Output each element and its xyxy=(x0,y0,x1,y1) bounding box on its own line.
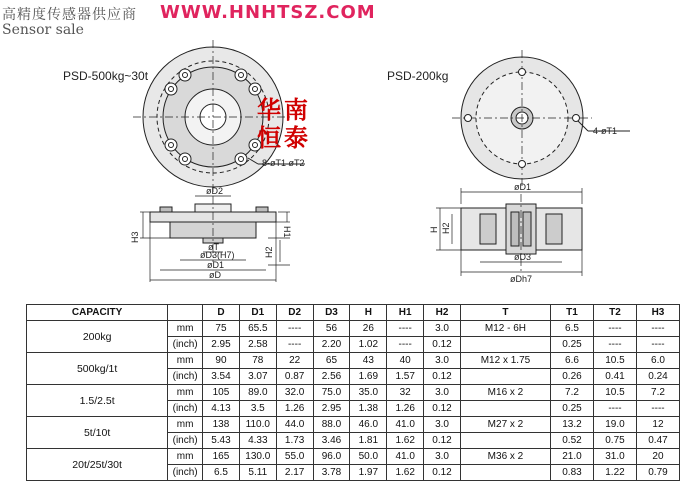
value-cell: 32 xyxy=(387,385,424,401)
value-cell: 43 xyxy=(350,353,387,369)
value-cell: 0.12 xyxy=(424,401,461,417)
value-cell: ---- xyxy=(636,321,679,337)
value-cell: 2.95 xyxy=(203,337,240,353)
unit-cell: mm xyxy=(168,417,203,433)
value-cell: ---- xyxy=(636,401,679,417)
value-cell: 1.57 xyxy=(387,369,424,385)
table-row xyxy=(27,449,680,465)
value-cell: 3.0 xyxy=(424,385,461,401)
watermark-char-1: 华 xyxy=(257,95,281,124)
value-cell: 0.25 xyxy=(551,337,594,353)
value-cell: M36 x 2 xyxy=(460,449,550,465)
value-cell: M16 x 2 xyxy=(460,385,550,401)
value-cell: 6.6 xyxy=(551,353,594,369)
value-cell: ---- xyxy=(276,321,313,337)
header-h: H xyxy=(350,305,387,321)
value-cell: M12 x 1.75 xyxy=(460,353,550,369)
value-cell: 1.26 xyxy=(387,401,424,417)
right-dim-d3: øD3 xyxy=(514,252,532,262)
right-hole-label: 4-øT1 xyxy=(593,126,618,136)
unit-cell: (inch) xyxy=(168,465,203,481)
capacity-cell: 5t/10t xyxy=(27,417,168,449)
value-cell: 0.79 xyxy=(636,465,679,481)
value-cell: 78 xyxy=(239,353,276,369)
header-d1: D1 xyxy=(239,305,276,321)
header-t2: T2 xyxy=(593,305,636,321)
unit-cell: (inch) xyxy=(168,433,203,449)
capacity-cell: 1.5/2.5t xyxy=(27,385,168,417)
value-cell xyxy=(460,401,550,417)
value-cell: 75.0 xyxy=(313,385,350,401)
watermark-char-3: 恒 xyxy=(257,123,281,152)
value-cell: 1.62 xyxy=(387,433,424,449)
subtitle-en: Sensor sale xyxy=(2,22,84,38)
left-dim-h3: H3 xyxy=(130,231,140,243)
header-capacity: CAPACITY xyxy=(27,305,168,321)
value-cell: 4.13 xyxy=(203,401,240,417)
value-cell: 3.0 xyxy=(424,321,461,337)
header-d3: D3 xyxy=(313,305,350,321)
right-drawing-title: PSD-200kg xyxy=(387,69,449,83)
value-cell: 3.0 xyxy=(424,353,461,369)
right-side-view xyxy=(436,188,582,276)
value-cell: 3.54 xyxy=(203,369,240,385)
value-cell: ---- xyxy=(593,337,636,353)
value-cell: 0.75 xyxy=(593,433,636,449)
unit-cell: (inch) xyxy=(168,401,203,417)
value-cell: 22 xyxy=(276,353,313,369)
value-cell: 26 xyxy=(350,321,387,337)
value-cell: 75 xyxy=(203,321,240,337)
left-dim-d2: øD2 xyxy=(206,186,224,196)
value-cell: 2.95 xyxy=(313,401,350,417)
value-cell: 1.69 xyxy=(350,369,387,385)
value-cell: 56 xyxy=(313,321,350,337)
value-cell xyxy=(460,337,550,353)
value-cell: 0.83 xyxy=(551,465,594,481)
value-cell: 55.0 xyxy=(276,449,313,465)
value-cell: 65 xyxy=(313,353,350,369)
value-cell: 0.24 xyxy=(636,369,679,385)
value-cell: 0.12 xyxy=(424,465,461,481)
value-cell: 6.5 xyxy=(551,321,594,337)
header-h1: H1 xyxy=(387,305,424,321)
value-cell xyxy=(460,465,550,481)
value-cell: 40 xyxy=(387,353,424,369)
value-cell: 20 xyxy=(636,449,679,465)
unit-cell: mm xyxy=(168,353,203,369)
value-cell: 130.0 xyxy=(239,449,276,465)
value-cell: 0.87 xyxy=(276,369,313,385)
value-cell: 0.12 xyxy=(424,337,461,353)
value-cell: 105 xyxy=(203,385,240,401)
value-cell: 1.38 xyxy=(350,401,387,417)
header-d: D xyxy=(203,305,240,321)
value-cell: 3.07 xyxy=(239,369,276,385)
table-header-row xyxy=(27,305,680,321)
unit-cell: (inch) xyxy=(168,369,203,385)
header-d2: D2 xyxy=(276,305,313,321)
value-cell: M12 - 6H xyxy=(460,321,550,337)
value-cell: 1.02 xyxy=(350,337,387,353)
value-cell: 0.12 xyxy=(424,369,461,385)
value-cell: 2.56 xyxy=(313,369,350,385)
header-h3: H3 xyxy=(636,305,679,321)
right-dim-dh7: øDh7 xyxy=(510,274,533,284)
header-t1: T1 xyxy=(551,305,594,321)
value-cell: 44.0 xyxy=(276,417,313,433)
capacity-cell: 500kg/1t xyxy=(27,353,168,385)
right-dim-h2: H2 xyxy=(441,222,451,234)
value-cell: ---- xyxy=(636,337,679,353)
value-cell xyxy=(460,433,550,449)
left-dim-h1: H1 xyxy=(282,226,292,238)
value-cell: 65.5 xyxy=(239,321,276,337)
value-cell: 0.12 xyxy=(424,433,461,449)
value-cell: 89.0 xyxy=(239,385,276,401)
value-cell: 7.2 xyxy=(551,385,594,401)
value-cell: 110.0 xyxy=(239,417,276,433)
value-cell: 3.46 xyxy=(313,433,350,449)
value-cell: 7.2 xyxy=(636,385,679,401)
value-cell: 31.0 xyxy=(593,449,636,465)
value-cell: 3.5 xyxy=(239,401,276,417)
value-cell: ---- xyxy=(593,321,636,337)
value-cell: 4.33 xyxy=(239,433,276,449)
value-cell: 2.58 xyxy=(239,337,276,353)
value-cell: 3.0 xyxy=(424,449,461,465)
value-cell: 0.26 xyxy=(551,369,594,385)
value-cell: ---- xyxy=(387,321,424,337)
value-cell: 1.62 xyxy=(387,465,424,481)
value-cell: 165 xyxy=(203,449,240,465)
value-cell: 96.0 xyxy=(313,449,350,465)
watermark-char-4: 泰 xyxy=(284,123,308,152)
value-cell: 10.5 xyxy=(593,385,636,401)
spec-table xyxy=(26,304,680,481)
left-drawing-title: PSD-500kg~30t xyxy=(63,69,149,83)
value-cell: 88.0 xyxy=(313,417,350,433)
left-dim-d3: øD3(H7) xyxy=(200,250,235,260)
unit-cell: mm xyxy=(168,449,203,465)
value-cell: 90 xyxy=(203,353,240,369)
value-cell: 41.0 xyxy=(387,449,424,465)
company-name-cn: 高精度传感器供应商 xyxy=(2,7,137,23)
value-cell: 10.5 xyxy=(593,353,636,369)
capacity-cell: 200kg xyxy=(27,321,168,353)
value-cell: 5.43 xyxy=(203,433,240,449)
value-cell: M27 x 2 xyxy=(460,417,550,433)
value-cell: ---- xyxy=(387,337,424,353)
value-cell: 2.20 xyxy=(313,337,350,353)
value-cell: 32.0 xyxy=(276,385,313,401)
value-cell: 21.0 xyxy=(551,449,594,465)
left-dim-d1: øD1 xyxy=(207,260,225,270)
unit-cell: mm xyxy=(168,321,203,337)
value-cell: 13.2 xyxy=(551,417,594,433)
value-cell: 2.17 xyxy=(276,465,313,481)
value-cell: 0.25 xyxy=(551,401,594,417)
value-cell: 0.41 xyxy=(593,369,636,385)
value-cell: 12 xyxy=(636,417,679,433)
table-row xyxy=(27,321,680,337)
value-cell: 138 xyxy=(203,417,240,433)
value-cell xyxy=(460,369,550,385)
header-t: T xyxy=(460,305,550,321)
value-cell: 6.5 xyxy=(203,465,240,481)
value-cell: 46.0 xyxy=(350,417,387,433)
value-cell: 6.0 xyxy=(636,353,679,369)
value-cell: ---- xyxy=(276,337,313,353)
value-cell: 19.0 xyxy=(593,417,636,433)
table-row xyxy=(27,417,680,433)
left-dim-d: øD xyxy=(209,270,221,280)
value-cell: 0.47 xyxy=(636,433,679,449)
left-hole-label: 8-øT1 øT2 xyxy=(262,158,305,168)
value-cell: 3.78 xyxy=(313,465,350,481)
table-row xyxy=(27,353,680,369)
value-cell: ---- xyxy=(593,401,636,417)
value-cell: 1.73 xyxy=(276,433,313,449)
value-cell: 50.0 xyxy=(350,449,387,465)
value-cell: 3.0 xyxy=(424,417,461,433)
right-top-view xyxy=(452,50,630,186)
value-cell: 41.0 xyxy=(387,417,424,433)
unit-cell: (inch) xyxy=(168,337,203,353)
website-url[interactable]: WWW.HNHTSZ.COM xyxy=(160,2,376,23)
capacity-cell: 20t/25t/30t xyxy=(27,449,168,481)
left-dim-t: øT xyxy=(208,242,219,252)
value-cell: 1.26 xyxy=(276,401,313,417)
value-cell: 35.0 xyxy=(350,385,387,401)
unit-cell: mm xyxy=(168,385,203,401)
value-cell: 0.52 xyxy=(551,433,594,449)
watermark-char-2: 南 xyxy=(284,95,308,124)
right-dim-d1: øD1 xyxy=(514,182,532,192)
left-dim-h2: H2 xyxy=(264,246,274,258)
header-h2: H2 xyxy=(424,305,461,321)
header-unit xyxy=(168,305,203,321)
value-cell: 5.11 xyxy=(239,465,276,481)
value-cell: 1.81 xyxy=(350,433,387,449)
table-row xyxy=(27,385,680,401)
value-cell: 1.22 xyxy=(593,465,636,481)
value-cell: 1.97 xyxy=(350,465,387,481)
right-dim-h: H xyxy=(429,226,439,233)
